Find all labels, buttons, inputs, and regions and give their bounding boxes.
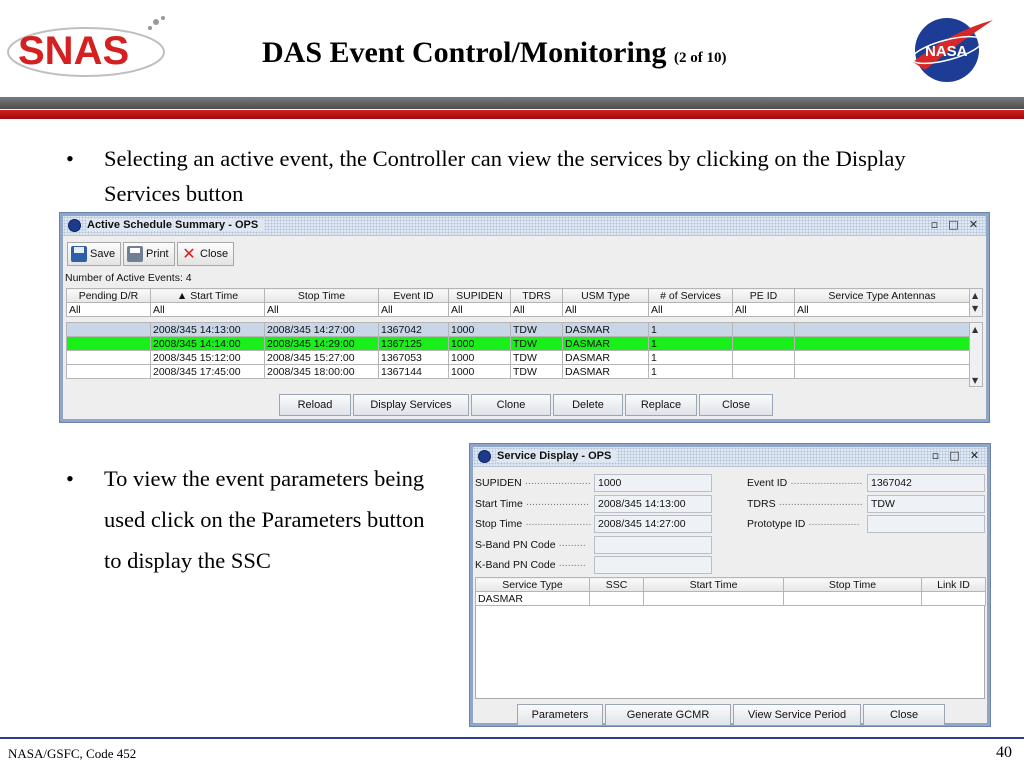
service-column-header[interactable]: Service Type — [476, 578, 590, 592]
floppy-disk-icon — [71, 246, 87, 262]
table-cell: 2008/345 14:14:00 — [151, 337, 265, 351]
supiden-label: SUPIDEN ······················ — [475, 477, 591, 489]
active-schedule-window — [60, 213, 989, 422]
table-cell: 1367042 — [379, 323, 449, 337]
service-column-header[interactable]: Link ID — [922, 578, 986, 592]
table-cell: TDW — [511, 337, 563, 351]
service-column-header[interactable]: SSC — [590, 578, 644, 592]
filter-cell[interactable]: All — [265, 303, 379, 317]
kband-pn-label: K-Band PN Code ········· — [475, 559, 586, 571]
nasa-logo — [905, 12, 995, 84]
table-cell — [733, 323, 795, 337]
save-button[interactable] — [67, 242, 121, 266]
filter-cell[interactable]: All — [511, 303, 563, 317]
schedule-table — [66, 322, 970, 379]
service-close-button[interactable]: Close — [863, 704, 945, 726]
replace-button[interactable]: Replace — [625, 394, 697, 416]
column-header[interactable]: SUPIDEN — [449, 289, 511, 303]
table-cell: TDW — [511, 365, 563, 379]
filter-cell[interactable]: All — [449, 303, 511, 317]
close-button[interactable]: Close — [699, 394, 773, 416]
column-header[interactable]: ▲ Start Time — [151, 289, 265, 303]
table-row[interactable] — [67, 337, 970, 351]
prototype-id-field — [867, 515, 985, 533]
schedule-titlebar[interactable] — [63, 216, 986, 236]
table-cell: 2008/345 15:12:00 — [151, 351, 265, 365]
table-cell: 2008/345 14:27:00 — [265, 323, 379, 337]
service-row[interactable] — [476, 592, 986, 606]
table-cell: DASMAR — [563, 351, 649, 365]
column-header[interactable]: # of Services — [649, 289, 733, 303]
table-cell: 1000 — [449, 365, 511, 379]
tdrs-label: TDRS ···························· — [747, 498, 863, 510]
service-cell — [590, 592, 644, 606]
table-cell: 2008/345 14:29:00 — [265, 337, 379, 351]
save-button-label: Save — [90, 248, 116, 260]
print-button[interactable] — [123, 242, 175, 266]
minimize-icon[interactable]: ▫ — [931, 449, 940, 462]
table-cell — [795, 337, 970, 351]
service-cell: DASMAR — [476, 592, 590, 606]
schedule-window-title: Active Schedule Summary - OPS — [87, 219, 264, 231]
start-time-field: 2008/345 14:13:00 — [594, 495, 712, 513]
table-cell: DASMAR — [563, 365, 649, 379]
column-header[interactable]: Stop Time — [265, 289, 379, 303]
table-cell: 2008/345 15:27:00 — [265, 351, 379, 365]
close-window-icon[interactable]: ✕ — [969, 449, 980, 462]
sband-pn-label: S-Band PN Code ········· — [475, 539, 586, 551]
java-app-icon — [68, 219, 81, 232]
column-header[interactable]: PE ID — [733, 289, 795, 303]
footer-org: NASA/GSFC, Code 452 — [8, 746, 137, 761]
print-button-label: Print — [146, 248, 169, 260]
table-cell — [795, 351, 970, 365]
event-id-label: Event ID ························ — [747, 477, 863, 489]
bullet-dot: • — [66, 466, 74, 491]
display-services-button[interactable]: Display Services — [353, 394, 469, 416]
table-cell: 1000 — [449, 323, 511, 337]
table-cell — [795, 365, 970, 379]
printer-icon — [127, 246, 143, 262]
slide-title-sub: (2 of 10) — [673, 50, 727, 66]
table-cell: 2008/345 14:13:00 — [151, 323, 265, 337]
table-cell: DASMAR — [563, 337, 649, 351]
snas-logo-text: SNAS — [18, 29, 130, 73]
column-header[interactable]: TDRS — [511, 289, 563, 303]
table-cell: 2008/345 18:00:00 — [265, 365, 379, 379]
table-row[interactable] — [67, 365, 970, 379]
table-cell — [733, 337, 795, 351]
nasa-logo-text: NASA — [925, 43, 968, 60]
event-id-field: 1367042 — [867, 474, 985, 492]
filter-cell[interactable]: All — [67, 303, 151, 317]
table-row[interactable] — [67, 323, 970, 337]
footer-rule — [0, 737, 1024, 739]
filter-cell[interactable]: All — [795, 303, 970, 317]
table-cell — [733, 365, 795, 379]
toolbar-close-button[interactable] — [177, 242, 234, 266]
filter-cell[interactable]: All — [151, 303, 265, 317]
filter-cell[interactable]: All — [379, 303, 449, 317]
kband-pn-field — [594, 556, 712, 574]
bullet-1-text: Selecting an active event, the Controller can view the services by clicking on the Display Services button — [104, 146, 906, 206]
column-header[interactable]: Event ID — [379, 289, 449, 303]
table-cell: 1 — [649, 337, 733, 351]
reload-button[interactable]: Reload — [279, 394, 351, 416]
slide-title — [262, 36, 726, 70]
maximize-icon[interactable]: □ — [948, 218, 959, 231]
services-table — [475, 577, 986, 606]
service-cell — [644, 592, 784, 606]
bullet-dot: • — [66, 146, 74, 171]
bullet-1 — [66, 141, 956, 211]
page-number: 40 — [996, 744, 1012, 761]
minimize-icon[interactable]: ▫ — [930, 218, 939, 231]
table-cell — [67, 365, 151, 379]
toolbar-close-label: Close — [200, 248, 229, 260]
table-cell: 1 — [649, 351, 733, 365]
active-events-count: Number of Active Events: 4 — [65, 272, 192, 284]
schedule-table-header — [66, 288, 970, 317]
schedule-scrollbar[interactable]: ▲ ▼ — [969, 322, 983, 387]
table-cell — [67, 337, 151, 351]
table-cell: TDW — [511, 323, 563, 337]
header-scroll-spinner[interactable]: ▲ ▼ — [969, 288, 983, 317]
header-bar-dark — [0, 97, 1024, 109]
red-x-icon: ✕ — [182, 244, 196, 263]
java-app-icon — [478, 450, 491, 463]
slide-title-main: DAS Event Control/Monitoring — [262, 36, 667, 69]
bullet-2-text: To view the event parameters being used click on the Parameters button to display the SSC — [104, 466, 425, 573]
delete-button[interactable]: Delete — [553, 394, 623, 416]
filter-cell[interactable]: All — [733, 303, 795, 317]
tdrs-field: TDW — [867, 495, 985, 513]
parameters-button[interactable]: Parameters — [517, 704, 603, 726]
service-cell — [784, 592, 922, 606]
table-cell: 1000 — [449, 337, 511, 351]
bullet-2 — [66, 458, 446, 581]
table-cell: 1367053 — [379, 351, 449, 365]
snas-logo — [6, 14, 171, 78]
supiden-field: 1000 — [594, 474, 712, 492]
service-titlebar[interactable] — [473, 447, 987, 467]
table-cell — [67, 323, 151, 337]
table-cell: 1 — [649, 365, 733, 379]
table-cell: 1367125 — [379, 337, 449, 351]
column-header[interactable]: Service Type Antennas — [795, 289, 970, 303]
service-display-window — [470, 444, 990, 726]
table-cell: TDW — [511, 351, 563, 365]
sband-pn-field — [594, 536, 712, 554]
table-cell — [733, 351, 795, 365]
filter-cell[interactable]: All — [649, 303, 733, 317]
table-cell: 2008/345 17:45:00 — [151, 365, 265, 379]
column-header[interactable]: USM Type — [563, 289, 649, 303]
table-cell: 1000 — [449, 351, 511, 365]
generate-gcmr-button[interactable]: Generate GCMR — [605, 704, 731, 726]
stop-time-field: 2008/345 14:27:00 — [594, 515, 712, 533]
service-column-header[interactable]: Start Time — [644, 578, 784, 592]
view-service-period-button[interactable]: View Service Period — [733, 704, 861, 726]
prototype-id-label: Prototype ID ················· — [747, 518, 860, 530]
stop-time-label: Stop Time ······················ — [475, 518, 592, 530]
service-window-title: Service Display - OPS — [497, 450, 617, 462]
table-cell: 1367144 — [379, 365, 449, 379]
service-column-header[interactable]: Stop Time — [784, 578, 922, 592]
table-cell: 1 — [649, 323, 733, 337]
column-header[interactable]: Pending D/R — [67, 289, 151, 303]
table-row[interactable] — [67, 351, 970, 365]
start-time-label: Start Time ····················· — [475, 498, 589, 510]
clone-button[interactable]: Clone — [471, 394, 551, 416]
close-window-icon[interactable]: ✕ — [968, 218, 979, 231]
maximize-icon[interactable]: □ — [949, 449, 960, 462]
service-cell — [922, 592, 986, 606]
filter-cell[interactable]: All — [563, 303, 649, 317]
header-bar-red — [0, 110, 1024, 119]
table-cell — [795, 323, 970, 337]
table-cell — [67, 351, 151, 365]
table-cell: DASMAR — [563, 323, 649, 337]
